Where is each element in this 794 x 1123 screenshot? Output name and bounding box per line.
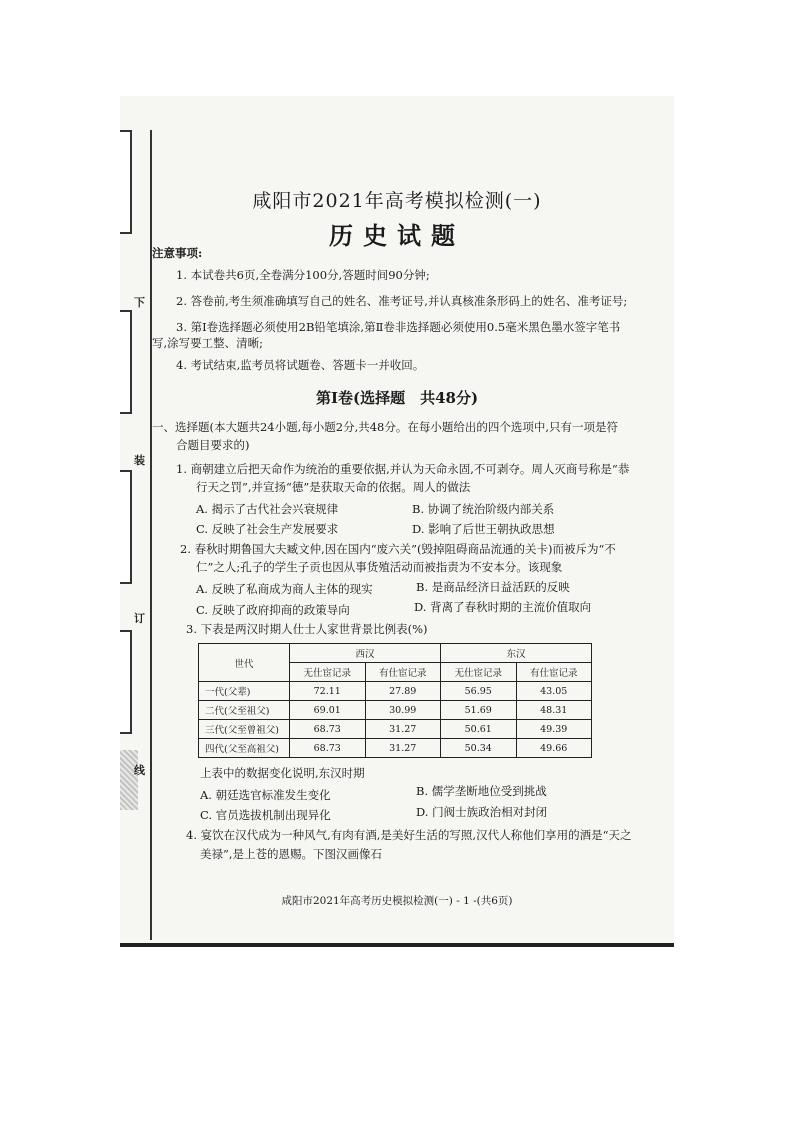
notice-item: 3. 第Ⅰ卷选择题必须使用2B铅笔填涂,第Ⅱ卷非选择题必须使用0.5毫米黑色墨水签字笔书 bbox=[176, 320, 621, 334]
table-cell: 68.73 bbox=[290, 739, 366, 758]
question-text: 上表中的数据变化说明,东汉时期 bbox=[200, 766, 365, 780]
table-cell: 48.31 bbox=[516, 701, 592, 720]
table-row bbox=[199, 701, 592, 720]
binding-char: 线 bbox=[134, 764, 145, 777]
subject-title: 历史试题 bbox=[329, 221, 465, 250]
exam-title: 咸阳市2021年高考模拟检测(一) bbox=[252, 190, 542, 212]
table-cell: 69.01 bbox=[290, 701, 366, 720]
table-cell: 51.69 bbox=[441, 701, 517, 720]
notice-item: 2. 答卷前,考生须准确填写自己的姓名、准考证号,并认真核准条形码上的姓名、准考证号; bbox=[176, 294, 628, 308]
option-a: A. 揭示了古代社会兴衰规律 bbox=[196, 502, 339, 516]
binding-char: 订 bbox=[134, 612, 145, 625]
table-cell: 49.66 bbox=[516, 739, 592, 758]
option-d: D. 背离了春秋时期的主流价值取向 bbox=[414, 600, 592, 614]
table-cell: 31.27 bbox=[365, 739, 441, 758]
table-subheader: 有仕宦记录 bbox=[516, 663, 592, 682]
question-stem: 2. 春秋时期鲁国大夫臧文仲,因在国内“废六关”(毁掉阻碍商品流通的关卡)而被斥为“不 bbox=[180, 542, 616, 556]
option-c: C. 官员选拔机制出现异化 bbox=[200, 808, 331, 822]
table-cell: 50.34 bbox=[441, 739, 517, 758]
table-subheader: 无仕宦记录 bbox=[441, 663, 517, 682]
row-label: 二代(父至祖父) bbox=[199, 701, 290, 720]
table-cell: 56.95 bbox=[441, 682, 517, 701]
question-stem: 1. 商朝建立后把天命作为统治的重要依据,并认为天命永固,不可剥夺。周人灭商号称是“恭 bbox=[176, 462, 630, 476]
scan-noise bbox=[120, 750, 138, 810]
table-cell: 27.89 bbox=[365, 682, 441, 701]
question-stem: 仁”之人;孔子的学生子贡也因从事货殖活动而被指责为不安本分。该现象 bbox=[196, 560, 563, 574]
table-row bbox=[199, 739, 592, 758]
table-cell: 50.61 bbox=[441, 720, 517, 739]
question-stem: 美禄”,是上苍的恩赐。下图汉画像石 bbox=[200, 847, 383, 861]
binding-box bbox=[120, 470, 132, 584]
table-cell: 30.99 bbox=[365, 701, 441, 720]
table-cell: 49.39 bbox=[516, 720, 592, 739]
row-label: 三代(父至曾祖父) bbox=[199, 720, 290, 739]
table-row bbox=[199, 682, 592, 701]
option-a: A. 朝廷选官标准发生变化 bbox=[200, 788, 331, 802]
bottom-rule bbox=[120, 943, 674, 947]
binding-char: 装 bbox=[134, 454, 145, 467]
table-row bbox=[199, 720, 592, 739]
binding-box bbox=[120, 630, 132, 734]
section-title: 第Ⅰ卷(选择题 共48分) bbox=[315, 389, 479, 407]
option-b: B. 协调了统治阶级内部关系 bbox=[412, 502, 555, 516]
table-header: 西汉 bbox=[290, 644, 441, 663]
table-cell: 43.05 bbox=[516, 682, 592, 701]
table-subheader: 有仕宦记录 bbox=[365, 663, 441, 682]
notice-item: 写,涂写要工整、清晰; bbox=[152, 336, 264, 350]
table-cell: 72.11 bbox=[290, 682, 366, 701]
option-d: D. 影响了后世王朝执政思想 bbox=[412, 522, 555, 536]
data-table bbox=[198, 643, 592, 758]
notice-item: 1. 本试卷共6页,全卷满分100分,答题时间90分钟; bbox=[176, 268, 430, 282]
question-stem: 4. 宴饮在汉代成为一种风气,有肉有酒,是美好生活的写照,汉代人称他们享用的酒是“天之 bbox=[186, 828, 632, 842]
option-b: B. 是商品经济日益活跃的反映 bbox=[416, 580, 570, 594]
row-label: 一代(父辈) bbox=[199, 682, 290, 701]
table-header: 东汉 bbox=[441, 644, 592, 663]
notice-item: 4. 考试结束,监考员将试题卷、答题卡一并收回。 bbox=[176, 358, 425, 372]
option-c: C. 反映了政府抑商的政策导向 bbox=[196, 603, 350, 617]
table-cell: 31.27 bbox=[365, 720, 441, 739]
binding-char: 下 bbox=[134, 296, 145, 309]
question-stem: 行天之罚”,并宣扬“德”是获取天命的依据。周人的做法 bbox=[196, 480, 471, 494]
part-intro: 合题目要求的) bbox=[176, 438, 250, 452]
option-c: C. 反映了社会生产发展要求 bbox=[196, 522, 339, 536]
option-a: A. 反映了私商成为商人主体的现实 bbox=[196, 582, 373, 596]
table-header: 世代 bbox=[199, 644, 290, 682]
option-b: B. 儒学垄断地位受到挑战 bbox=[416, 784, 547, 798]
notice-heading: 注意事项: bbox=[152, 246, 203, 260]
question-stem: 3. 下表是两汉时期人仕士人家世背景比例表(%) bbox=[186, 622, 428, 636]
row-label: 四代(父至高祖父) bbox=[199, 739, 290, 758]
table-cell: 68.73 bbox=[290, 720, 366, 739]
table-subheader: 无仕宦记录 bbox=[290, 663, 366, 682]
option-d: D. 门阀士族政治相对封闭 bbox=[416, 805, 548, 819]
part-intro: 一、选择题(本大题共24小题,每小题2分,共48分。在每小题给出的四个选项中,只有一项是符 bbox=[152, 420, 619, 434]
page-footer: 咸阳市2021年高考历史模拟检测(一) - 1 -(共6页) bbox=[281, 895, 513, 907]
